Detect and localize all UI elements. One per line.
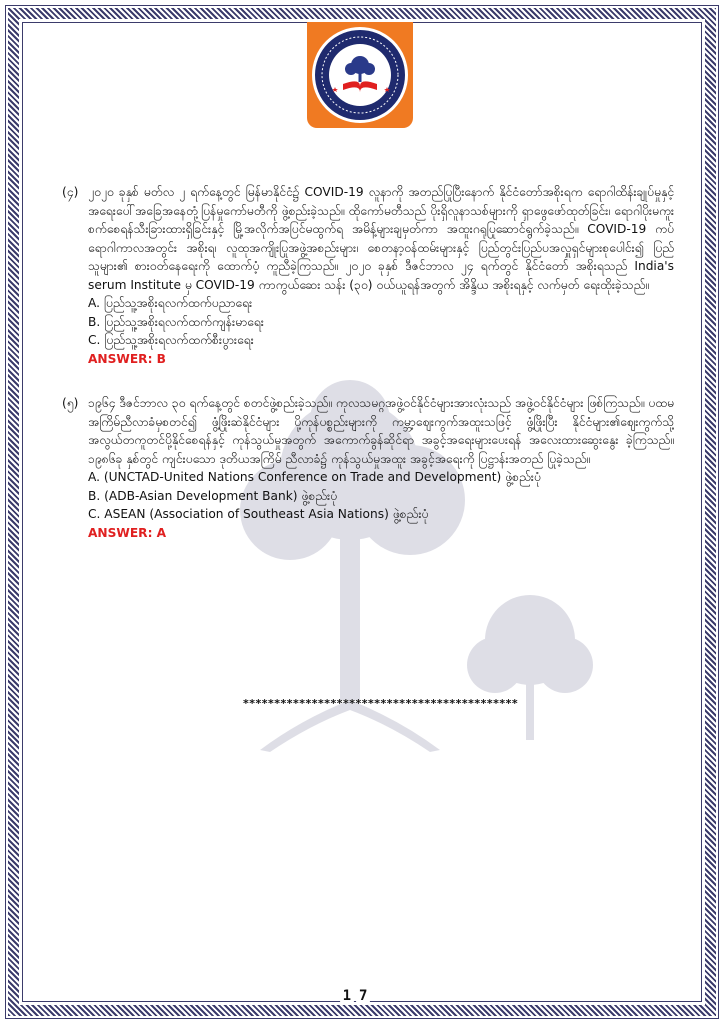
question-5 bbox=[62, 394, 674, 468]
question-text: ၁၉၆၄ ဒီဇင်ဘာလ ၃၀ ရက်နေ့တွင် စတင်ဖွဲ့စည်းခဲ့သည်။ ကုလသမဂ္ဂအဖွဲ့ဝင်နိုင်ငံများအားလုံးသည် အဖွဲ့ဝင်နိုင်ငံများ ဖြစ်ကြသည်။ ပထမအကြိမ်ညီလာခံမှစတင်၍ ဖွံ့ဖြိုးဆဲနိုင်ငံများ ပို့ကုန်ပစ္စည်းများကို ကမ္ဘာ့ဈေးကွက်အထူးသဖြင့် ဖွံ့ဖြိုးပြီး နိုင်ငံများ၏ဈေးကွက်သို့ အလွယ်တကူတင်ပို့နိုင်စေရန်နှင့် ကုန်သွယ်မှုအတွက် အကောက်ခွန်ဆိုင်ရာ အခွင့်အရေးများပေးရန် အလေးထားဆွေးနွေး ခဲ့ကြသည်။ ၁၉၈၆ခု နှစ်တွင် ကျင်းပသော ဒုတိယအကြိမ် ညီလာခံ၌ ကုန်သွယ်မှုအထူး အခွင့်အရေးကို ပြဋ္ဌာန်းအတည် ပြုခဲ့သည်။ bbox=[88, 396, 674, 466]
question-number: (၅) bbox=[62, 396, 79, 410]
option-c: C. ပြည်သူ့အစိုးရလက်ထက်စီးပွားရေး bbox=[88, 333, 254, 347]
option-b: B. (ADB-Asian Development Bank) ဖွဲ့စည်းပုံ bbox=[88, 488, 338, 503]
page-number bbox=[335, 986, 375, 1006]
logo-emblem bbox=[312, 27, 408, 123]
question-text: ၂၀၂၀ ခုနှစ် မတ်လ ၂ ရက်နေ့တွင် မြန်မာနိုင်ငံ၌ COVID-19 လူနာကို အတည်ပြုပြီးနောက် နိုင်ငံတော်အစိုးရက ရောဂါထိန်းချုပ်မှုနှင့် အရေးပေါ်အခြေအနေတုံ့ပြန်မှုကော်မတီကို ဖွဲ့စည်းခဲ့သည်။ ထိုကော်မတီသည် ပိုးရှိလူနာသစ်များကို ရှာဖွေဖော်ထုတ်ခြင်း၊ ရောဂါပိုးမကူးစက်စေရန်သီးခြားထားရှိခြင်းနှင့် မြို့အလိုက်အပြင်မထွက်ရ အမိန့်များချမှတ်ကာ အထူးဂရုပြုဆောင်ရွက်ခဲ့သည်။ COVID-19 ကပ်ရောဂါကာလအတွင်း အစိုးရ၊ လူထုအကျိုးပြုအဖွဲ့အစည်းများ၊ စေတနာ့ဝန်ထမ်းများနှင့် ပြည်တွင်းပြည်ပအလှူရှင်များစုပေါင်း၍ ပြည်သူများ၏ စားဝတ်နေရေးကို ထောက်ပံ့ ကူညီခဲ့ကြသည်။ ၂၀၂၀ ခုနှစ် ဒီဇင်ဘာလ ၂၄ ရက်တွင် နိုင်ငံတော် အစိုးရသည် India's serum Institute မှ COVID-19 ကာကွယ်ဆေး သန်း (၃၀) ဝယ်ယူရန်အတွက် အိန္ဒိယ အစိုးရနှင့် လက်မှတ် ရေးထိုးခဲ့သည်။ bbox=[88, 185, 674, 292]
page-number-digit-1: 1 bbox=[340, 988, 354, 1004]
question-4 bbox=[62, 183, 674, 294]
answer-label: ANSWER: B bbox=[88, 351, 166, 366]
logo-ring-icon bbox=[315, 30, 405, 120]
page-number-digit-2: 7 bbox=[356, 988, 370, 1004]
option-a: A. ပြည်သူ့အစိုးရလက်ထက်ပညာရေး bbox=[88, 296, 253, 310]
section-separator: ******************************************** bbox=[243, 697, 519, 710]
document-content bbox=[62, 183, 674, 542]
option-a: A. (UNCTAD-United Nations Conference on Trade and Development) ဖွဲ့စည်းပုံ bbox=[88, 470, 541, 484]
answer-label: ANSWER: A bbox=[88, 525, 167, 540]
logo-tab bbox=[307, 22, 413, 128]
question-number: (၄) bbox=[62, 185, 79, 199]
option-c: C. ASEAN (Association of Southeast Asia Nations) ဖွဲ့စည်းပုံ bbox=[88, 507, 429, 521]
option-b: B. ပြည်သူ့အစိုးရလက်ထက်ကျန်းမာရေး bbox=[88, 314, 264, 329]
